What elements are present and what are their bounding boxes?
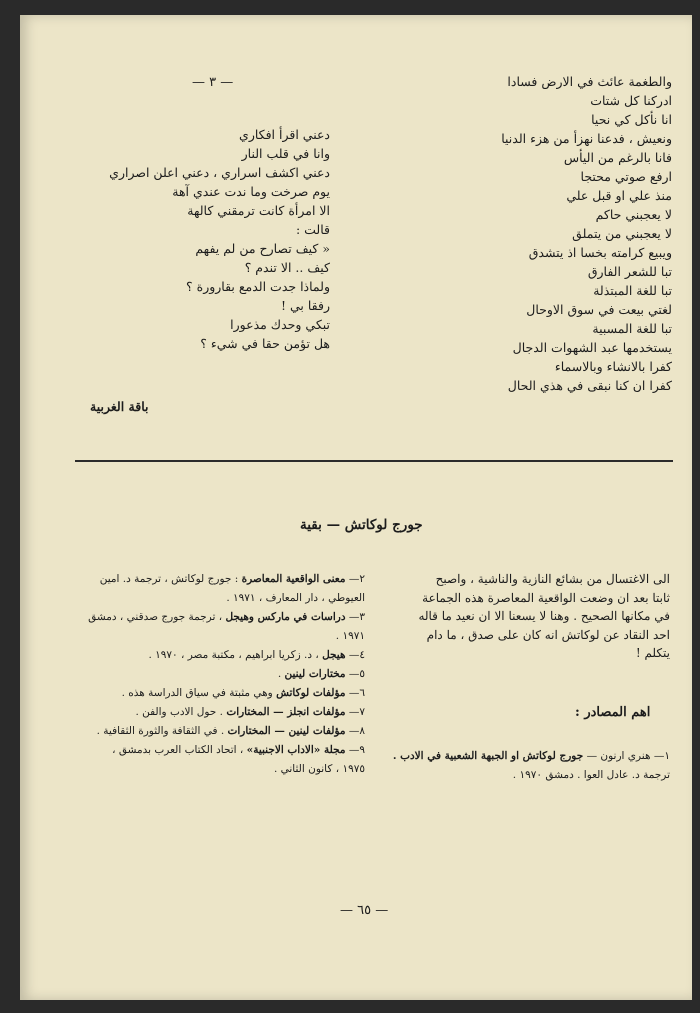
reference-item: [60, 684, 365, 703]
poem-column-second: [75, 125, 330, 353]
poem-line: تبكي وحدك مذعورا: [230, 317, 330, 332]
reference-number: ٢—: [345, 573, 365, 585]
document-page: [20, 15, 692, 1000]
poem-column-first: [460, 72, 672, 395]
poem-line: يستخدمها عبد الشهوات الدجال: [512, 340, 672, 355]
reference-title: مختارات لينين: [284, 668, 346, 680]
paragraph-line: الى الاغتسال من بشائع النازية والناشية ، واصبح: [435, 572, 670, 586]
poem-signature: باقة الغربية: [90, 399, 149, 414]
poem-line: تبا للغة المبتذلة: [593, 283, 672, 298]
poem-line: وانا في قلب النار: [241, 146, 330, 161]
poem-line: تبا للغة المسبية: [592, 321, 672, 336]
paragraph-line: احد النقاد عن لوكاتش انه كان على صدق ، ما دام: [426, 627, 670, 642]
poem-line: لا يعجبني من يتملق: [572, 226, 672, 241]
reference-item: [60, 589, 365, 608]
reference-item: [60, 741, 365, 760]
reference-number: ٣—: [345, 611, 365, 623]
reference-item-continued: ترجمة د. عادل العوا . دمشق ١٩٧٠ .: [512, 769, 670, 781]
reference-details: ١٩٧٥ ، كانون الثاني .: [273, 763, 365, 775]
poem-line: ونعيش ، فدعنا نهزأ من هزء الدنيا: [501, 131, 672, 146]
reference-title: معنى الواقعية المعاصرة: [241, 573, 346, 585]
reference-item: [60, 608, 365, 627]
reference-author: هنري ارنون —: [583, 750, 651, 762]
reference-number: ٨—: [345, 725, 365, 737]
reference-item: [60, 665, 365, 684]
reference-details: . حول الادب والفن .: [135, 706, 227, 718]
poem-line: ويبيع كرامته بخسا اذ يتشدق: [528, 245, 672, 260]
poem-line: كفرا ان كنا نبقى في هذي الحال: [507, 378, 672, 393]
poem-line: ولماذا جدت الدمع بقارورة ؟: [186, 279, 330, 294]
poem-line: تبا للشعر الفارق: [587, 264, 672, 279]
reference-details: .: [277, 668, 285, 680]
reference-number: ٤—: [345, 649, 365, 661]
poem-line: لا يعجبني حاكم: [595, 207, 672, 222]
reference-number: ٩—: [345, 744, 365, 756]
reference-list-first: [385, 747, 670, 785]
reference-number: ٥—: [345, 668, 365, 680]
reference-list-second: [60, 570, 365, 779]
reference-details: وهي مثبتة في سياق الدراسة هذه .: [121, 687, 277, 699]
reference-details: : جورج لوكاتش ، ترجمة د. امين: [99, 573, 242, 585]
reference-number: ٦—: [345, 687, 365, 699]
poem-line: يوم صرخت وما ندت عندي آهة: [172, 184, 330, 199]
poem-line: دعني اقرأ افكاري: [239, 127, 330, 142]
poem-line: انا نأكل كي نحيا: [591, 112, 672, 127]
poem-line: « كيف تصارح من لم يفهم: [195, 241, 330, 256]
reference-item: [60, 760, 365, 779]
poem-line: ادركنا كل شتات: [590, 93, 672, 108]
reference-details: ، د. زكريا ابراهيم ، مكتبة مصر ، ١٩٧٠ .: [148, 649, 323, 661]
section-divider: [75, 460, 673, 462]
reference-item: [60, 646, 365, 665]
reference-title: جورج لوكاتش او الجبهة الشعبية في الادب .: [392, 750, 584, 762]
reference-title: دراسات في ماركس وهيجل: [225, 611, 346, 623]
poem-line: كيف .. الا تندم ؟: [244, 260, 330, 275]
poem-line: والطغمة عائث في الارض فسادا: [507, 74, 672, 89]
page-number-top: — ٣ —: [192, 75, 234, 90]
poem-line: الا امرأة كانت ترمقني كالهة: [187, 203, 330, 218]
poem-line: هل تؤمن حقا في شيء ؟: [200, 336, 330, 351]
reference-item: [60, 570, 365, 589]
reference-item: [60, 722, 365, 741]
reference-title: مؤلفات لوكاتش: [276, 687, 346, 699]
reference-details: ، اتحاد الكتاب العرب بدمشق ،: [112, 744, 247, 756]
poem-line: كفرا بالانشاء وبالاسماء: [554, 359, 672, 374]
reference-item: [385, 747, 670, 766]
paragraph-line: في مكانها الصحيح . وهنا لا يسعنا الا ان نعيد ما قاله: [418, 609, 670, 623]
reference-title: هيجل: [322, 649, 346, 661]
reference-number: ٧—: [345, 706, 365, 718]
references-heading: اهم المصادر :: [575, 705, 651, 720]
poem-line: منذ علي او قبل علي: [566, 188, 672, 203]
poem-line: رفقا بي !: [280, 298, 330, 313]
poem-line: قالت :: [295, 222, 330, 237]
poem-line: لغتي بيعت في سوق الاوحال: [526, 302, 672, 317]
reference-item: [60, 627, 365, 646]
reference-title: مؤلفات انجلز — المختارات: [226, 706, 346, 718]
reference-title: مجلة «الاداب الاجنبية»: [246, 744, 346, 756]
reference-details: . في الثقافة والثورة الثقافية .: [96, 725, 228, 737]
paragraph-line: يتكلم !: [635, 646, 670, 660]
poem-line: ارفع صوتي محتجا: [580, 169, 672, 184]
reference-title: مؤلفات لينين — المختارات: [227, 725, 346, 737]
reference-details: ، ترجمة جورج صدقني ، دمشق: [88, 611, 226, 623]
article-paragraph: [385, 570, 670, 663]
page-number-bottom: — ٦٥ —: [340, 903, 389, 918]
poem-line: دعني اكشف اسراري ، دعني اعلن اصراري: [109, 165, 330, 180]
paragraph-line: ثابتا بعد ان وضعت الواقعية المعاصرة هذه الجماعة: [422, 590, 670, 605]
reference-number: ١—: [650, 750, 670, 762]
poem-line: فانا بالرغم من اليأس: [563, 150, 672, 165]
reference-details: ١٩٧١ .: [335, 630, 365, 642]
reference-details: العيوطي ، دار المعارف ، ١٩٧١ .: [226, 592, 365, 604]
reference-item: [60, 703, 365, 722]
article-title: جورج لوكاتش — بقية: [300, 517, 423, 533]
